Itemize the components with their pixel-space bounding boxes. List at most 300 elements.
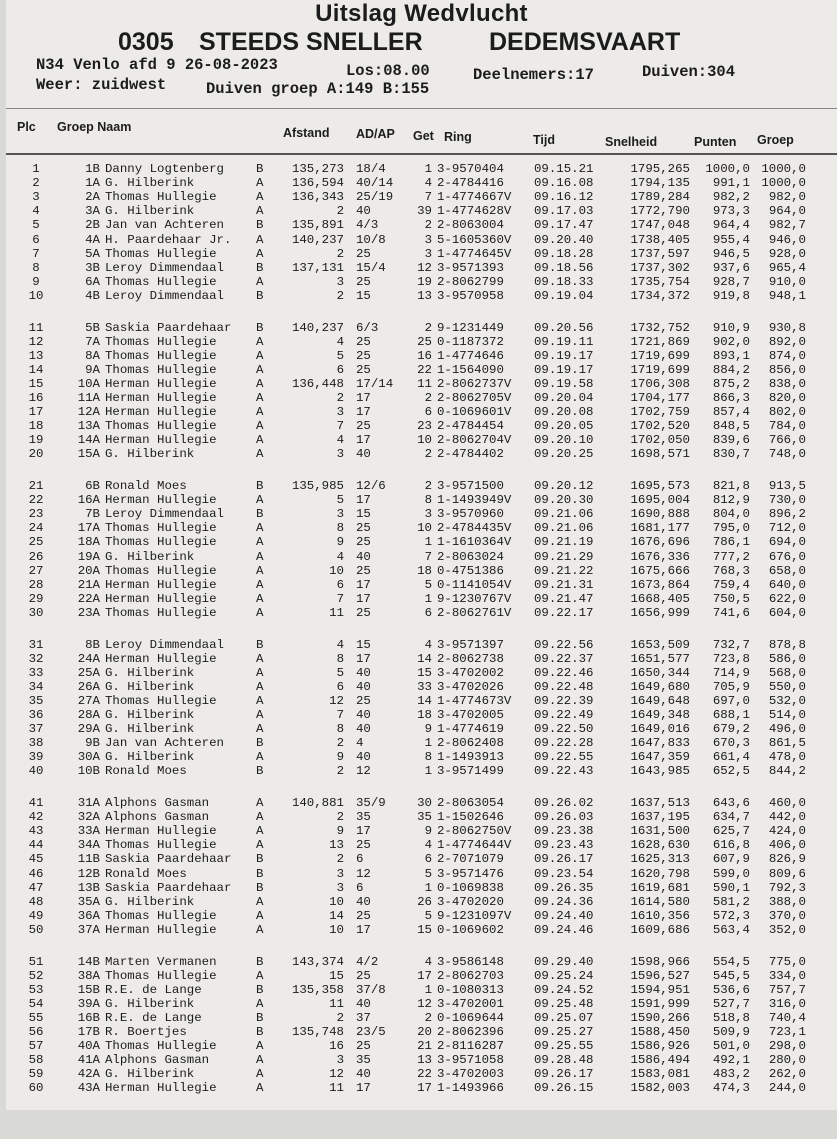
cell-adap: 25 — [356, 348, 371, 363]
cell-cls: B — [256, 764, 264, 779]
cell-naam: Herman Hullegie — [105, 824, 217, 839]
cell-snel: 1586,926 — [630, 1039, 690, 1054]
cell-ring: 0-1141054V — [437, 577, 512, 592]
cell-grp: 28A — [77, 708, 100, 722]
table-row — [6, 680, 837, 694]
cell-afst: 7 — [336, 591, 344, 606]
cell-get: 2 — [424, 1010, 432, 1025]
table-row — [6, 349, 837, 363]
cell-ring: 1-1493949V — [437, 493, 512, 508]
cell-grps: 514,0 — [768, 708, 806, 722]
cell-tijd: 09.21.19 — [534, 535, 594, 550]
cell-naam: G. Hilberink — [105, 447, 195, 462]
cell-plc: 42 — [28, 810, 44, 825]
cell-plc: 33 — [28, 665, 44, 680]
cell-ring: 0-1080313 — [437, 982, 504, 997]
pigeons-total: Duiven:304 — [642, 63, 736, 81]
cell-punt: 928,7 — [712, 274, 750, 289]
cell-tijd: 09.25.55 — [534, 1039, 594, 1054]
cell-punt: 830,7 — [712, 447, 750, 462]
cell-snel: 1614,580 — [630, 894, 690, 909]
cell-tijd: 09.22.55 — [534, 750, 594, 765]
col-ring: Ring — [444, 130, 472, 144]
cell-ring: 2-8062738 — [437, 651, 504, 666]
cell-plc: 24 — [28, 521, 44, 536]
cell-naam: Thomas Hullegie — [105, 968, 217, 983]
cell-grp: 42A — [77, 1067, 100, 1082]
cell-tijd: 09.24.36 — [534, 894, 594, 909]
cell-afst: 7 — [336, 708, 344, 722]
cell-grp: 5A — [85, 246, 100, 261]
cell-naam: G. Hilberink — [105, 708, 195, 722]
cell-get: 14 — [417, 693, 432, 708]
cell-grps: 712,0 — [768, 521, 806, 536]
cell-punt: 777,2 — [712, 549, 750, 564]
cell-snel: 1643,985 — [630, 764, 690, 779]
cell-afst: 9 — [336, 824, 344, 839]
cell-cls: B — [256, 866, 264, 881]
cell-ring: 0-4751386 — [437, 563, 504, 578]
cell-tijd: 09.23.43 — [534, 838, 594, 853]
cell-get: 5 — [424, 908, 432, 923]
cell-plc: 40 — [28, 764, 44, 779]
cell-plc: 25 — [28, 535, 44, 550]
cell-snel: 1653,509 — [630, 637, 690, 652]
cell-tijd: 09.21.31 — [534, 577, 594, 592]
cell-plc: 23 — [28, 507, 44, 522]
cell-ring: 9-1231097V — [437, 908, 512, 923]
cell-grps: 280,0 — [768, 1053, 806, 1068]
cell-tijd: 09.16.12 — [534, 190, 594, 205]
cell-punt: 866,3 — [712, 391, 750, 405]
cell-cls: A — [256, 493, 264, 508]
cell-afst: 5 — [336, 493, 344, 508]
cell-naam: Danny Logtenberg — [105, 162, 224, 176]
cell-grps: 766,0 — [768, 433, 806, 448]
cell-get: 15 — [417, 665, 432, 680]
cell-afst: 12 — [329, 693, 344, 708]
cell-cls: A — [256, 824, 264, 839]
cell-punt: 973,3 — [712, 204, 750, 219]
cell-snel: 1586,494 — [630, 1053, 690, 1068]
cell-grp: 17B — [77, 1025, 100, 1039]
cell-grp: 11B — [77, 852, 100, 867]
cell-get: 25 — [417, 334, 432, 349]
table-row — [6, 852, 837, 866]
cell-grps: 856,0 — [768, 362, 806, 377]
cell-grp: 31A — [77, 796, 100, 810]
cell-grps: 694,0 — [768, 535, 806, 550]
cell-ring: 3-4702002 — [437, 665, 504, 680]
cell-snel: 1649,348 — [630, 708, 690, 722]
table-row — [6, 796, 837, 810]
cell-cls: A — [256, 176, 264, 191]
cell-ring: 2-7071079 — [437, 852, 504, 867]
cell-naam: R. Boertjes — [105, 1025, 187, 1039]
cell-tijd: 09.20.10 — [534, 433, 594, 448]
cell-grps: 757,7 — [768, 982, 806, 997]
cell-ring: 3-9570960 — [437, 507, 504, 522]
cell-ring: 2-8062737V — [437, 376, 512, 391]
table-row — [6, 321, 837, 335]
cell-afst: 6 — [336, 577, 344, 592]
cell-adap: 40 — [356, 549, 371, 564]
flight-info: N34 Venlo afd 9 26-08-2023 — [36, 56, 278, 74]
cell-tijd: 09.22.49 — [534, 708, 594, 722]
cell-tijd: 09.19.17 — [534, 348, 594, 363]
table-row — [6, 1039, 837, 1053]
cell-get: 22 — [417, 362, 432, 377]
cell-snel: 1649,016 — [630, 722, 690, 737]
group-counts: Duiven groep A:149 B:155 — [206, 80, 430, 98]
table-row — [6, 447, 837, 461]
cell-grps: 964,0 — [768, 204, 806, 219]
cell-plc: 19 — [28, 433, 44, 448]
cell-afst: 2 — [336, 810, 344, 825]
cell-plc: 15 — [28, 376, 44, 391]
cell-tijd: 09.21.47 — [534, 591, 594, 606]
cell-snel: 1583,081 — [630, 1067, 690, 1082]
cell-punt: 509,9 — [712, 1025, 750, 1039]
cell-punt: 919,8 — [712, 288, 750, 303]
cell-get: 1 — [424, 764, 432, 779]
cell-punt: 625,7 — [712, 824, 750, 839]
cell-punt: 616,8 — [712, 838, 750, 853]
cell-grps: 784,0 — [768, 419, 806, 434]
cell-cls: A — [256, 204, 264, 219]
cell-grps: 550,0 — [768, 679, 806, 694]
cell-get: 1 — [424, 591, 432, 606]
cell-naam: Thomas Hullegie — [105, 362, 217, 377]
cell-ring: 0-1069602 — [437, 922, 504, 937]
cell-grps: 262,0 — [768, 1067, 806, 1082]
cell-get: 7 — [424, 549, 432, 564]
cell-get: 17 — [417, 968, 432, 983]
cell-afst: 2 — [336, 1010, 344, 1025]
cell-get: 13 — [417, 1053, 432, 1068]
cell-cls: A — [256, 362, 264, 377]
cell-adap: 15 — [356, 507, 371, 522]
cell-punt: 634,7 — [712, 810, 750, 825]
cell-tijd: 09.20.04 — [534, 391, 594, 405]
cell-naam: Saskia Paardehaar — [105, 852, 232, 867]
cell-punt: 670,3 — [712, 736, 750, 751]
cell-plc: 35 — [28, 693, 44, 708]
cell-snel: 1698,571 — [630, 447, 690, 462]
cell-tijd: 09.20.12 — [534, 479, 594, 493]
cell-cls: A — [256, 708, 264, 722]
cell-get: 23 — [417, 419, 432, 434]
cell-punt: 714,9 — [712, 665, 750, 680]
cell-grp: 36A — [77, 908, 100, 923]
table-row — [6, 909, 837, 923]
cell-plc: 50 — [28, 922, 44, 937]
cell-punt: 786,1 — [712, 535, 750, 550]
cell-grp: 13A — [77, 419, 100, 434]
release-time: Los:08.00 — [346, 62, 430, 80]
cell-plc: 18 — [28, 419, 44, 434]
table-row — [6, 433, 837, 447]
cell-get: 1 — [424, 736, 432, 751]
table-row — [6, 997, 837, 1011]
cell-snel: 1737,597 — [630, 246, 690, 261]
cell-punt: 536,6 — [712, 982, 750, 997]
cell-adap: 25/19 — [356, 190, 394, 205]
cell-adap: 25 — [356, 563, 371, 578]
cell-naam: Ronald Moes — [105, 479, 187, 493]
table-row — [6, 493, 837, 507]
cell-tijd: 09.21.29 — [534, 549, 594, 564]
cell-grps: 334,0 — [768, 968, 806, 983]
cell-ring: 2-8062750V — [437, 824, 512, 839]
cell-get: 33 — [417, 679, 432, 694]
cell-punt: 661,4 — [712, 750, 750, 765]
cell-snel: 1647,359 — [630, 750, 690, 765]
cell-ring: 3-4702026 — [437, 679, 504, 694]
cell-tijd: 09.22.43 — [534, 764, 594, 779]
cell-snel: 1656,999 — [630, 605, 690, 620]
cell-adap: 10/8 — [356, 232, 386, 247]
cell-grp: 20A — [77, 563, 100, 578]
cell-adap: 15 — [356, 637, 371, 652]
cell-afst: 135,891 — [291, 218, 344, 233]
cell-grp: 21A — [77, 577, 100, 592]
cell-afst: 5 — [336, 665, 344, 680]
table-row — [6, 666, 837, 680]
table-row — [6, 1011, 837, 1025]
cell-naam: Leroy Dimmendaal — [105, 507, 224, 522]
cell-snel: 1591,999 — [630, 996, 690, 1011]
cell-afst: 10 — [329, 922, 344, 937]
cell-adap: 25 — [356, 838, 371, 853]
cell-naam: Ronald Moes — [105, 764, 187, 779]
cell-afst: 3 — [336, 405, 344, 420]
cell-ring: 2-4784402 — [437, 447, 504, 462]
cell-grps: 910,0 — [768, 274, 806, 289]
cell-grp: 10B — [77, 764, 100, 779]
cell-grp: 24A — [77, 651, 100, 666]
cell-grp: 25A — [77, 665, 100, 680]
cell-grps: 930,8 — [768, 320, 806, 335]
col-groep: Groep — [757, 133, 794, 147]
cell-plc: 59 — [28, 1067, 44, 1082]
cell-cls: B — [256, 736, 264, 751]
cell-plc: 58 — [28, 1053, 44, 1068]
cell-tijd: 09.25.24 — [534, 968, 594, 983]
table-row — [6, 983, 837, 997]
cell-grps: 1000,0 — [761, 162, 806, 176]
cell-afst: 3 — [336, 447, 344, 462]
cell-grps: 406,0 — [768, 838, 806, 853]
cell-punt: 741,6 — [712, 605, 750, 620]
cell-tijd: 09.22.37 — [534, 651, 594, 666]
cell-plc: 52 — [28, 968, 44, 983]
cell-ring: 1-4774646 — [437, 348, 504, 363]
cell-plc: 34 — [28, 679, 44, 694]
cell-ring: 0-1069838 — [437, 880, 504, 895]
cell-punt: 679,2 — [712, 722, 750, 737]
cell-get: 35 — [417, 810, 432, 825]
cell-plc: 12 — [28, 334, 44, 349]
cell-tijd: 09.25.07 — [534, 1010, 594, 1025]
cell-ring: 3-9571499 — [437, 764, 504, 779]
cell-naam: G. Hilberink — [105, 176, 195, 191]
cell-naam: Alphons Gasman — [105, 810, 210, 825]
cell-tijd: 09.22.28 — [534, 736, 594, 751]
cell-naam: Thomas Hullegie — [105, 838, 217, 853]
cell-punt: 795,0 — [712, 521, 750, 536]
cell-grps: 946,0 — [768, 232, 806, 247]
cell-naam: Leroy Dimmendaal — [105, 288, 224, 303]
cell-tijd: 09.25.27 — [534, 1025, 594, 1039]
cell-ring: 2-8063054 — [437, 796, 504, 810]
cell-grps: 792,3 — [768, 880, 806, 895]
cell-adap: 25 — [356, 334, 371, 349]
cell-cls: B — [256, 954, 264, 969]
cell-tijd: 09.26.17 — [534, 852, 594, 867]
cell-plc: 36 — [28, 708, 44, 722]
cell-naam: Jan van Achteren — [105, 218, 224, 233]
cell-punt: 723,8 — [712, 651, 750, 666]
cell-punt: 607,9 — [712, 852, 750, 867]
cell-plc: 11 — [28, 320, 44, 335]
cell-grp: 3B — [85, 260, 100, 275]
cell-tijd: 09.15.21 — [534, 162, 594, 176]
cell-adap: 12 — [356, 866, 371, 881]
cell-get: 6 — [424, 405, 432, 420]
cell-punt: 1000,0 — [705, 162, 750, 176]
cell-ring: 2-4784435V — [437, 521, 512, 536]
cell-plc: 45 — [28, 852, 44, 867]
table-row — [6, 578, 837, 592]
cell-afst: 9 — [336, 750, 344, 765]
cell-afst: 9 — [336, 535, 344, 550]
cell-afst: 140,237 — [291, 320, 344, 335]
cell-punt: 581,2 — [712, 894, 750, 909]
table-row — [6, 405, 837, 419]
cell-ring: 3-9571476 — [437, 866, 504, 881]
cell-grps: 748,0 — [768, 447, 806, 462]
table-row — [6, 810, 837, 824]
table-row — [6, 764, 837, 778]
cell-grp: 2B — [85, 218, 100, 233]
cell-grp: 8B — [85, 637, 100, 652]
cell-ring: 1-4774644V — [437, 838, 512, 853]
cell-naam: Thomas Hullegie — [105, 334, 217, 349]
cell-adap: 18/4 — [356, 162, 386, 176]
cell-snel: 1582,003 — [630, 1081, 690, 1096]
cell-get: 10 — [417, 521, 432, 536]
cell-get: 21 — [417, 1039, 432, 1054]
cell-snel: 1747,048 — [630, 218, 690, 233]
cell-afst: 10 — [329, 563, 344, 578]
table-row — [6, 638, 837, 652]
cell-tijd: 09.19.04 — [534, 288, 594, 303]
cell-snel: 1637,195 — [630, 810, 690, 825]
cell-plc: 53 — [28, 982, 44, 997]
cell-grp: 19A — [77, 549, 100, 564]
table-row — [6, 190, 837, 204]
cell-adap: 25 — [356, 274, 371, 289]
cell-tijd: 09.19.11 — [534, 334, 594, 349]
cell-afst: 2 — [336, 391, 344, 405]
cell-snel: 1732,752 — [630, 320, 690, 335]
table-row — [6, 1025, 837, 1039]
cell-grp: 22A — [77, 591, 100, 606]
cell-plc: 51 — [28, 954, 44, 969]
cell-adap: 40 — [356, 708, 371, 722]
cell-naam: Thomas Hullegie — [105, 908, 217, 923]
cell-snel: 1668,405 — [630, 591, 690, 606]
cell-plc: 44 — [28, 838, 44, 853]
cell-grps: 723,1 — [768, 1025, 806, 1039]
cell-naam: G. Hilberink — [105, 750, 195, 765]
cell-tijd: 09.24.46 — [534, 922, 594, 937]
cell-punt: 732,7 — [712, 637, 750, 652]
cell-punt: 643,6 — [712, 796, 750, 810]
cell-naam: R.E. de Lange — [105, 982, 202, 997]
cell-afst: 3 — [336, 274, 344, 289]
table-row — [6, 838, 837, 852]
cell-adap: 40 — [356, 722, 371, 737]
table-row — [6, 881, 837, 895]
result-sheet — [6, 0, 837, 1110]
cell-snel: 1738,405 — [630, 232, 690, 247]
cell-grps: 658,0 — [768, 563, 806, 578]
cell-adap: 25 — [356, 246, 371, 261]
cell-tijd: 09.20.30 — [534, 493, 594, 508]
club-name: STEEDS SNELLER — [199, 28, 423, 56]
cell-get: 7 — [424, 190, 432, 205]
cell-punt: 652,5 — [712, 764, 750, 779]
cell-ring: 1-4774667V — [437, 190, 512, 205]
cell-tijd: 09.18.56 — [534, 260, 594, 275]
cell-grp: 35A — [77, 894, 100, 909]
cell-punt: 812,9 — [712, 493, 750, 508]
cell-punt: 518,8 — [712, 1010, 750, 1025]
cell-punt: 474,3 — [712, 1081, 750, 1096]
cell-grps: 826,9 — [768, 852, 806, 867]
cell-get: 30 — [417, 796, 432, 810]
cell-grp: 15B — [77, 982, 100, 997]
col-groep-naam: Groep Naam — [57, 120, 132, 134]
cell-naam: Thomas Hullegie — [105, 190, 217, 205]
table-row — [6, 1067, 837, 1081]
cell-snel: 1610,356 — [630, 908, 690, 923]
cell-cls: A — [256, 996, 264, 1011]
cell-plc: 55 — [28, 1010, 44, 1025]
cell-get: 2 — [424, 218, 432, 233]
cell-grps: 820,0 — [768, 391, 806, 405]
cell-snel: 1719,699 — [630, 362, 690, 377]
table-row — [6, 204, 837, 218]
cell-cls: B — [256, 637, 264, 652]
cell-get: 2 — [424, 320, 432, 335]
cell-ring: 3-9571058 — [437, 1053, 504, 1068]
cell-afst: 15 — [329, 968, 344, 983]
cell-naam: Thomas Hullegie — [105, 348, 217, 363]
cell-plc: 10 — [28, 288, 44, 303]
cell-plc: 9 — [32, 274, 40, 289]
cell-grps: 844,2 — [768, 764, 806, 779]
cell-adap: 40 — [356, 665, 371, 680]
table-row — [6, 1081, 837, 1095]
cell-get: 1 — [424, 162, 432, 176]
cell-tijd: 09.18.33 — [534, 274, 594, 289]
cell-cls: A — [256, 810, 264, 825]
cell-grp: 16B — [77, 1010, 100, 1025]
cell-naam: Thomas Hullegie — [105, 419, 217, 434]
